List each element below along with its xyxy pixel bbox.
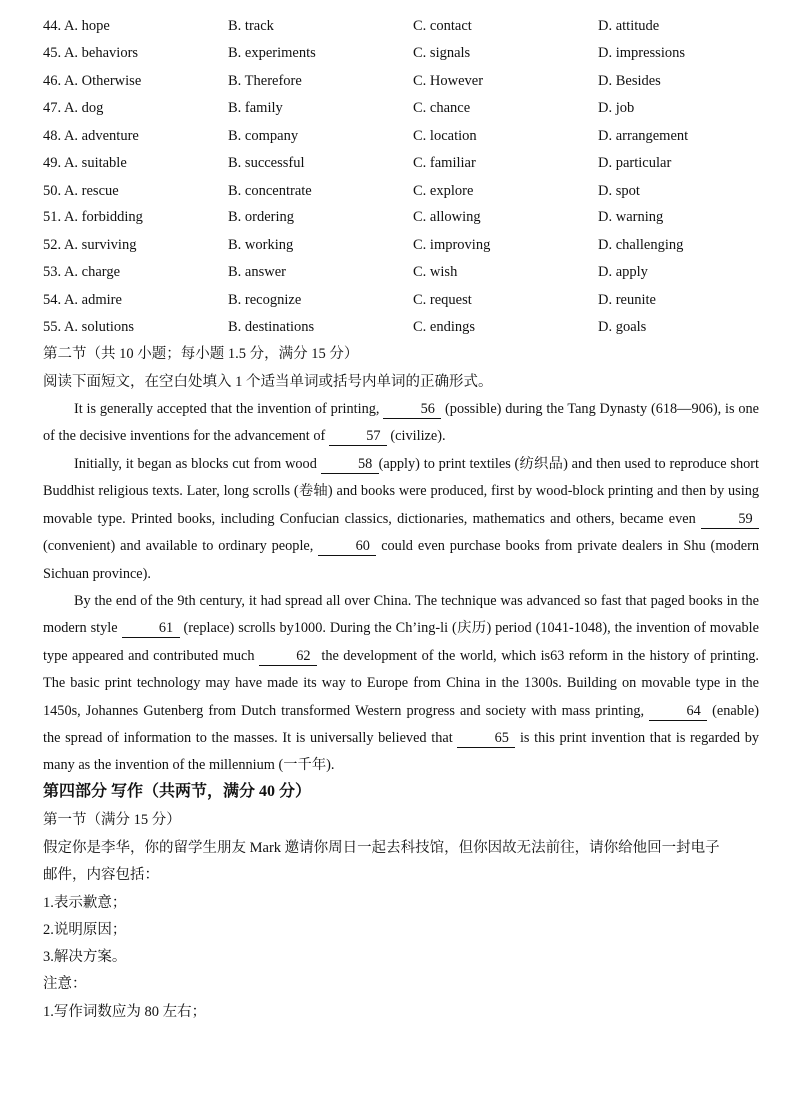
blank-60[interactable]: 60: [318, 537, 376, 556]
writing-task-line-2: 邮件，内容包括：: [43, 867, 159, 883]
passage-paragraph-3: [43, 588, 759, 780]
option-row-45: [43, 42, 763, 64]
option-c: C. endings: [413, 319, 476, 335]
option-a: 51. A. forbidding: [43, 209, 143, 225]
blank-62[interactable]: 62: [259, 647, 317, 666]
option-b: B. Therefore: [228, 73, 302, 89]
task-point-1: 1.表示歉意；: [43, 895, 127, 911]
option-a: 52. A. surviving: [43, 237, 137, 253]
option-b: B. company: [228, 128, 299, 144]
option-d: D. apply: [598, 264, 648, 280]
note-1: 1.写作词数应为 80 左右；: [43, 1004, 207, 1020]
option-b: B. recognize: [228, 292, 302, 308]
section-2-header: 第二节（共 10 小题；每小题 1.5 分，满分 15 分）: [43, 346, 359, 362]
option-row-52: [43, 234, 763, 256]
option-d: D. Besides: [598, 73, 661, 89]
option-c: C. allowing: [413, 209, 481, 225]
passage-text: Initially, it began as blocks cut from wood: [74, 456, 321, 472]
option-row-44: [43, 15, 763, 37]
option-c: C. improving: [413, 237, 491, 253]
blank-56[interactable]: 56: [383, 400, 441, 419]
option-row-51: [43, 206, 763, 228]
option-c: C. explore: [413, 183, 474, 199]
option-c: C. wish: [413, 264, 458, 280]
passage-paragraph-1: [43, 396, 759, 451]
option-a: 44. A. hope: [43, 18, 110, 34]
blank-65[interactable]: 65: [457, 729, 515, 748]
option-row-46: [43, 70, 763, 92]
passage-paragraph-2: [43, 451, 759, 588]
passage-text: (replace) scrolls by1000. During the Ch’ing-li (庆历) period (1041-1048), the invention of movable type appeared and contributed much: [43, 620, 759, 664]
option-b: B. family: [228, 100, 283, 116]
option-a: 50. A. rescue: [43, 183, 119, 199]
part-4-header: 第四部分 写作（共两节，满分 40 分）: [43, 783, 312, 800]
option-row-48: [43, 125, 763, 147]
notes-label: 注意：: [43, 976, 87, 992]
part-4-section-1: 第一节（满分 15 分）: [43, 812, 181, 828]
option-d: D. impressions: [598, 45, 685, 61]
task-point-2: 2.说明原因；: [43, 922, 127, 938]
passage-text: (civilize).: [386, 428, 446, 445]
option-b: B. concentrate: [228, 183, 312, 199]
option-c: C. contact: [413, 18, 472, 34]
option-a: 46. A. Otherwise: [43, 73, 142, 89]
option-d: D. job: [598, 100, 635, 116]
option-row-49: [43, 152, 763, 174]
option-row-53: [43, 261, 763, 283]
option-c: C. location: [413, 128, 477, 144]
option-c: C. chance: [413, 100, 471, 116]
option-c: C. However: [413, 73, 484, 89]
passage-text: (convenient) and available to ordinary people,: [43, 538, 319, 555]
passage-text: (possible) during the Tang Dynasty (618—906), is one of the decisive inventions for the advancement of: [43, 401, 759, 445]
writing-task-line-1: 假定你是李华，你的留学生朋友 Mark 邀请你周日一起去科技馆，但你因故无法前往，请你给他回一封电子: [43, 840, 720, 856]
option-d: D. spot: [598, 183, 640, 199]
passage-text: could even purchase books from private dealers in Shu (modern Sichuan province).: [43, 538, 759, 582]
option-row-47: [43, 97, 763, 119]
option-d: D. challenging: [598, 237, 684, 253]
blank-59[interactable]: 59: [701, 510, 759, 529]
passage-text: (apply) to print textiles (纺织品) and then used to reproduce short Buddhist religious texts. Later, long scrolls (卷轴) and books were produced, first by wood-block printing and then by using movable type. Printed books, including Confucian classics, dictionaries, mathematics and others, became even: [43, 456, 759, 527]
option-a: 45. A. behaviors: [43, 45, 139, 61]
passage-text: is this print invention that is regarded by many as the invention of the millennium (一千年).: [43, 730, 759, 774]
option-b: B. answer: [228, 264, 286, 280]
passage-text: It is generally accepted that the invention of printing,: [74, 401, 384, 417]
option-c: C. signals: [413, 45, 471, 61]
task-point-3: 3.解决方案。: [43, 949, 127, 965]
option-c: C. familiar: [413, 155, 476, 171]
option-c: C. request: [413, 292, 472, 308]
option-d: D. reunite: [598, 292, 656, 308]
section-2-instruction: 阅读下面短文，在空白处填入 1 个适当单词或括号内单词的正确形式。: [43, 374, 493, 390]
option-b: B. working: [228, 237, 294, 253]
passage-text: (enable) the spread of information to the masses. It is universally believed that: [43, 702, 760, 747]
option-b: B. successful: [228, 155, 305, 171]
passage-text: By the end of the 9th century, it had spread all over China. The technique was advanced so fast that paged books in the modern style: [43, 593, 759, 637]
option-b: B. destinations: [228, 319, 315, 335]
option-a: 48. A. adventure: [43, 128, 139, 144]
option-d: D. particular: [598, 155, 672, 171]
option-a: 47. A. dog: [43, 100, 104, 116]
option-row-50: [43, 180, 763, 202]
blank-61[interactable]: 61: [122, 619, 180, 638]
option-a: 49. A. suitable: [43, 155, 127, 171]
option-b: B. track: [228, 18, 274, 34]
option-a: 53. A. charge: [43, 264, 121, 280]
option-row-54: [43, 289, 763, 311]
option-b: B. ordering: [228, 209, 295, 225]
passage-text: the development of the world, which is63 reform in the history of printing. The basic print technology may have made its way to Europe from China in the 1300s. Building on movable type in the 1450s, Johannes Gutenberg from Dutch transformed Western progress and society with mass printing,: [43, 647, 760, 719]
option-a: 54. A. admire: [43, 292, 122, 308]
blank-57[interactable]: 57: [329, 427, 387, 446]
option-d: D. attitude: [598, 18, 660, 34]
option-d: D. warning: [598, 209, 664, 225]
option-d: D. arrangement: [598, 128, 689, 144]
option-a: 55. A. solutions: [43, 319, 135, 335]
option-row-55: [43, 316, 763, 338]
option-d: D. goals: [598, 319, 647, 335]
blank-58[interactable]: 58: [321, 455, 379, 474]
blank-64[interactable]: 64: [649, 702, 707, 721]
option-b: B. experiments: [228, 45, 316, 61]
